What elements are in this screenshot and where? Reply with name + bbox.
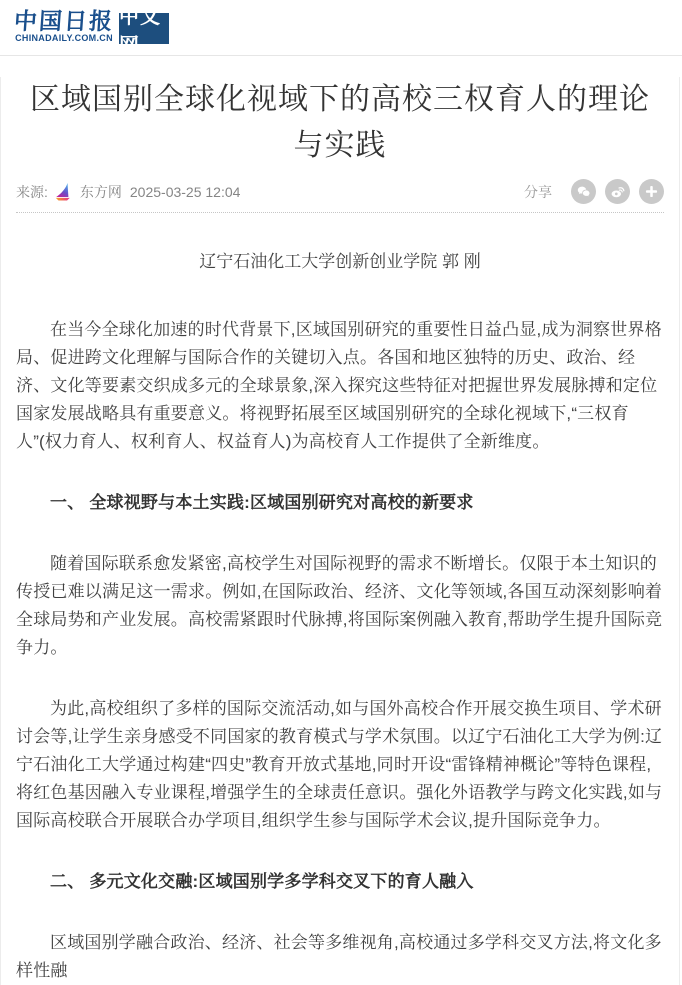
site-header bbox=[0, 0, 682, 56]
section-heading: 一、 全球视野与本土实践:区域国别研究对高校的新要求 bbox=[50, 493, 474, 512]
dotted-divider bbox=[16, 212, 664, 213]
share-bar bbox=[524, 179, 664, 204]
wechat-icon bbox=[574, 182, 593, 201]
author-byline: 辽宁石油化工大学创新创业学院 郭 刚 bbox=[199, 252, 481, 271]
weibo-share-button[interactable] bbox=[605, 179, 630, 204]
section-heading: 二、 多元文化交融:区域国别学多学科交叉下的育人融入 bbox=[50, 872, 474, 891]
brand-name-en: CHINADAILY.COM.CN bbox=[15, 33, 113, 43]
article-meta-row bbox=[16, 179, 664, 204]
article-paragraph: 在当今全球化加速的时代背景下,区域国别研究的重要性日益凸显,成为洞察世界格局、促进跨文化理解与国际合作的关键切入点。各国和地区独特的历史、政治、经济、文化等要素交织成多元的全球景象,深入探究这些特征对把握世界发展脉搏和定位国家发展战略具有重要意义。将视野拓展至区域国别研究的全球化视域下,“三权育人”(权力育人、权利育人、权益育人)为高校育人工作提供了全新维度。 bbox=[16, 320, 662, 451]
publish-timestamp: 2025-03-25 12:04 bbox=[129, 183, 241, 200]
more-icon bbox=[642, 182, 661, 201]
article-paragraph: 随着国际联系愈发紧密,高校学生对国际视野的需求不断增长。仅限于本土知识的传授已难以满足这一需求。例如,在国际政治、经济、文化等领域,各国互动深刻影响着全球局势和产业发展。高校需紧跟时代脉搏,将国际案例融入教育,帮助学生提升国际竞争力。 bbox=[16, 554, 663, 657]
chinadaily-logo-text bbox=[13, 8, 115, 44]
chinadaily-logo[interactable] bbox=[13, 5, 169, 57]
brand-name-cn: 中国日报 bbox=[13, 8, 115, 35]
article-container bbox=[0, 77, 680, 985]
share-label: 分享 bbox=[524, 183, 552, 200]
article-paragraph: 区域国别学融合政治、经济、社会等多维视角,高校通过多学科交叉方法,将文化多样性融 bbox=[16, 933, 662, 980]
weibo-icon bbox=[608, 182, 627, 201]
source-info bbox=[16, 182, 240, 202]
chinese-site-badge: 中文网 bbox=[119, 13, 169, 44]
eastday-sail-icon bbox=[54, 182, 72, 202]
article-title: 区域国别全球化视域下的高校三权育人的理论与实践 bbox=[30, 83, 650, 162]
source-label: 来源: bbox=[16, 183, 48, 200]
wechat-share-button[interactable] bbox=[571, 179, 596, 204]
more-share-button[interactable] bbox=[639, 179, 664, 204]
article-body bbox=[16, 316, 664, 985]
article-paragraph: 为此,高校组织了多样的国际交流活动,如与国外高校合作开展交换生项目、学术研讨会等,让学生亲身感受不同国家的教育模式与学术氛围。以辽宁石油化工大学为例:辽宁石油化工大学通过构建“四史”教育开放式基地,同时开设“雷锋精神概论”等特色课程,将红色基因融入专业课程,增强学生的全球责任意识。强化外语教学与跨文化实践,如与国际高校联合开展联合办学项目,组织学生参与国际学术会议,提升国际竞争力。 bbox=[16, 699, 663, 830]
source-name-link[interactable]: 东方网 bbox=[79, 183, 122, 200]
